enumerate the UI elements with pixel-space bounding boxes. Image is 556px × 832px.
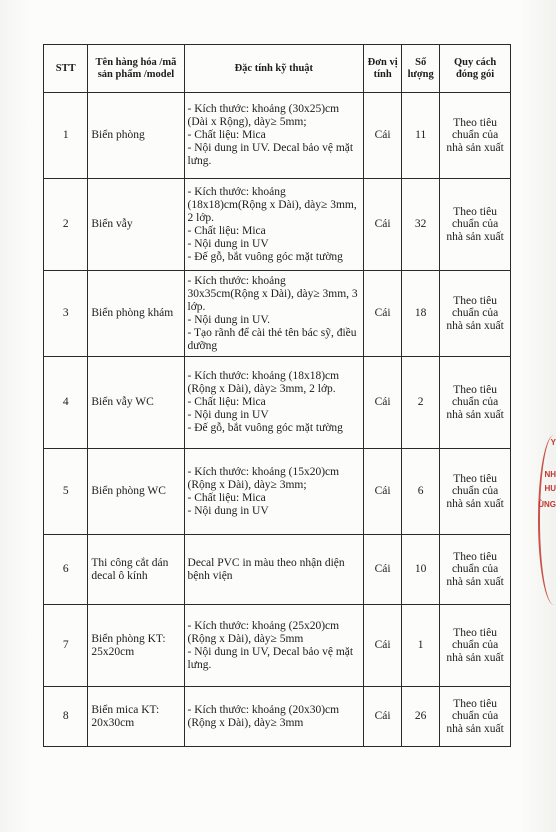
- spec-line: - Kích thước: khoảng (20x30)cm (Rộng x Dài), dày≥ 3mm: [187, 703, 340, 729]
- row-quantity: 18: [402, 271, 440, 357]
- spec-line: - Nội dung in UV, Decal bảo vệ mặt lưng.: [187, 645, 354, 671]
- row-product-name: Biển phòng WC: [88, 449, 184, 535]
- stamp-text-fragment: HU: [544, 484, 556, 493]
- stamp-text-fragment: NH: [544, 470, 556, 479]
- row-stt: 4: [44, 357, 88, 449]
- row-unit: Cái: [364, 449, 402, 535]
- spec-line: - Kích thước: khoảng (15x20)cm (Rộng x Dài), dày≥ 3mm;: [187, 465, 340, 491]
- spec-line: - Nội dung in UV: [187, 504, 269, 517]
- row-unit: Cái: [364, 687, 402, 747]
- spec-line: - Kích thước: khoảng (18x18)cm (Rộng x Dài), dày≥ 3mm, 2 lớp.: [187, 370, 340, 395]
- row-packaging: Theo tiêu chuẩn của nhà sản xuất: [440, 687, 511, 747]
- row-stt: 6: [44, 535, 88, 605]
- spec-line: - Kích thước: khoảng 30x35cm(Rộng x Dài), dày≥ 3mm, 3 lớp.: [187, 274, 358, 313]
- spec-line: - Nội dung in UV.: [187, 313, 271, 326]
- spec-line: - Chất liệu: Mica: [187, 396, 266, 408]
- table-row: [44, 179, 511, 271]
- header-quantity: Số lượng: [402, 45, 440, 93]
- row-packaging: Theo tiêu chuẩn của nhà sản xuất: [440, 535, 511, 605]
- stamp-text-fragment: ÙNG: [538, 500, 556, 509]
- row-quantity: 26: [402, 687, 440, 747]
- table-row: [44, 535, 511, 605]
- spec-line: - Kích thước: khoảng (30x25)cm (Dài x Rộng), dày≥ 5mm;: [187, 103, 340, 128]
- row-unit: Cái: [364, 605, 402, 687]
- header-stt: STT: [44, 45, 88, 93]
- table-row: [44, 93, 511, 179]
- stamp-text-fragment: Y: [550, 438, 556, 447]
- spec-line: - Chất liệu: Mica: [187, 224, 266, 237]
- row-stt: 7: [44, 605, 88, 687]
- row-stt: 8: [44, 687, 88, 747]
- red-stamp-fragment: [528, 430, 556, 630]
- spec-line: - Đế gỗ, bắt vuông góc mặt tường: [187, 422, 343, 434]
- row-packaging: Theo tiêu chuẩn của nhà sản xuất: [440, 271, 511, 357]
- spec-line: - Nội dung in UV: [187, 409, 269, 421]
- row-quantity: 2: [402, 357, 440, 449]
- stamp-border-arc: [538, 435, 556, 605]
- spec-line: - Tạo rãnh để cài thẻ tên bác sỹ, điều dưỡng: [187, 326, 357, 352]
- row-stt: 5: [44, 449, 88, 535]
- row-quantity: 1: [402, 605, 440, 687]
- header-product-name: Tên hàng hóa /mã sản phẩm /model: [88, 45, 184, 93]
- row-unit: Cái: [364, 179, 402, 271]
- table-row: [44, 605, 511, 687]
- specification-table: [43, 44, 511, 747]
- table-row: [44, 687, 511, 747]
- spec-line: - Chất liệu: Mica: [187, 491, 266, 504]
- row-product-name: Biển phòng khám: [88, 271, 184, 357]
- row-technical-specs: [184, 605, 364, 687]
- row-product-name: Thi công cắt dán decal ô kính: [88, 535, 184, 605]
- spec-line: Decal PVC in màu theo nhận diện bệnh viện: [187, 556, 345, 582]
- spec-line: - Nội dung in UV. Decal bảo vệ mặt lưng.: [187, 142, 354, 167]
- row-quantity: 6: [402, 449, 440, 535]
- row-technical-specs: [184, 271, 364, 357]
- row-quantity: 10: [402, 535, 440, 605]
- row-technical-specs: [184, 93, 364, 179]
- row-technical-specs: [184, 449, 364, 535]
- row-unit: Cái: [364, 271, 402, 357]
- row-quantity: 32: [402, 179, 440, 271]
- table-row: [44, 357, 511, 449]
- spec-line: - Kích thước: khoảng (18x18)cm(Rộng x Dài), dày≥ 3mm, 2 lớp.: [187, 185, 357, 224]
- table-row: [44, 271, 511, 357]
- row-stt: 2: [44, 179, 88, 271]
- row-product-name: Biển phòng KT: 25x20cm: [88, 605, 184, 687]
- row-packaging: Theo tiêu chuẩn của nhà sản xuất: [440, 357, 511, 449]
- spec-line: - Nội dung in UV: [187, 237, 269, 250]
- row-packaging: Theo tiêu chuẩn của nhà sản xuất: [440, 93, 511, 179]
- row-technical-specs: [184, 535, 364, 605]
- header-unit: Đơn vị tính: [364, 45, 402, 93]
- row-packaging: Theo tiêu chuẩn của nhà sản xuất: [440, 605, 511, 687]
- spec-line: - Chất liệu: Mica: [187, 129, 266, 141]
- row-product-name: Biển vẫy: [88, 179, 184, 271]
- row-product-name: Biển phòng: [88, 93, 184, 179]
- row-technical-specs: [184, 687, 364, 747]
- row-product-name: Biển vẫy WC: [88, 357, 184, 449]
- spec-line: - Đế gỗ, bắt vuông góc mặt tường: [187, 250, 343, 263]
- table-row: [44, 449, 511, 535]
- header-packaging: Quy cách đóng gói: [440, 45, 511, 93]
- row-technical-specs: [184, 179, 364, 271]
- row-quantity: 11: [402, 93, 440, 179]
- row-unit: Cái: [364, 93, 402, 179]
- row-unit: Cái: [364, 357, 402, 449]
- row-packaging: Theo tiêu chuẩn của nhà sản xuất: [440, 179, 511, 271]
- row-stt: 3: [44, 271, 88, 357]
- row-packaging: Theo tiêu chuẩn của nhà sản xuất: [440, 449, 511, 535]
- row-product-name: Biển mica KT: 20x30cm: [88, 687, 184, 747]
- header-technical-specs: Đặc tính kỹ thuật: [184, 45, 364, 93]
- spec-line: - Kích thước: khoảng (25x20)cm (Rộng x Dài), dày≥ 5mm: [187, 619, 340, 645]
- row-unit: Cái: [364, 535, 402, 605]
- row-technical-specs: [184, 357, 364, 449]
- row-stt: 1: [44, 93, 88, 179]
- table-header-row: [44, 45, 511, 93]
